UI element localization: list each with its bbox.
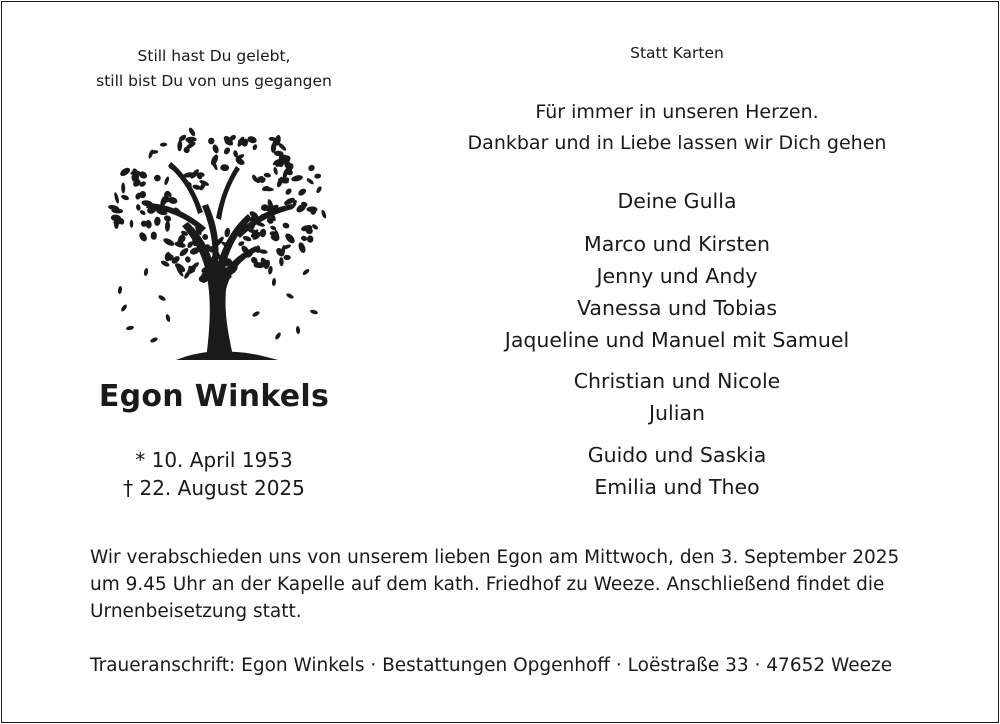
leaf-icon: [297, 241, 307, 254]
leaf-icon: [139, 209, 147, 216]
family-line: Guido und Saskia: [587, 443, 767, 467]
leaf-icon: [211, 144, 220, 155]
leaf-icon: [252, 144, 258, 151]
leaf-icon: [247, 135, 258, 144]
leaf-icon: [163, 176, 170, 186]
falling-leaf-icon: [117, 286, 122, 294]
leaf-icon: [284, 232, 297, 245]
obituary-card: [1, 1, 999, 723]
leaf-icon: [151, 232, 157, 240]
family-line: Jenny und Andy: [596, 264, 758, 288]
leaf-icon: [210, 153, 220, 166]
family-line: Marco und Kirsten: [584, 232, 770, 256]
leaf-icon: [320, 209, 327, 219]
falling-leaf-icon: [165, 314, 171, 323]
falling-leaf-icon: [120, 304, 128, 313]
leaf-icon: [113, 192, 120, 204]
death-date: † 22. August 2025: [123, 476, 305, 500]
deceased-name: Egon Winkels: [98, 379, 330, 414]
family-line: Jaqueline und Manuel mit Samuel: [504, 328, 850, 352]
leaf-icon: [208, 138, 215, 145]
falling-leaf-icon: [296, 326, 301, 334]
leaf-icon: [283, 255, 291, 260]
header-statt-karten: Statt Karten: [630, 44, 724, 62]
family-line: Deine Gulla: [617, 189, 737, 213]
leaf-icon: [184, 255, 192, 263]
leaf-icon: [220, 164, 229, 171]
lead-text: [402, 97, 952, 159]
leaf-icon: [307, 235, 314, 243]
leaf-icon: [282, 222, 290, 230]
leaf-icon: [138, 231, 149, 243]
leaf-icon: [307, 164, 316, 173]
family-group-4: [402, 439, 952, 503]
falling-leaf-icon: [143, 268, 148, 277]
leaf-icon: [291, 174, 304, 182]
falling-leaf-icon: [302, 268, 311, 276]
leaf-icon: [300, 235, 308, 242]
leaf-icon: [160, 142, 168, 147]
family-line: Julian: [649, 401, 705, 425]
leaf-icon: [178, 247, 190, 258]
leaf-icon: [223, 146, 232, 155]
falling-leaf-icon: [274, 332, 282, 341]
funeral-notice: [90, 544, 920, 625]
mourning-address: Traueranschrift: Egon Winkels · Bestattungen Opgenhoff · Loëstraße 33 · 47652 Weeze: [90, 655, 893, 676]
birth-date: * 10. April 1953: [135, 448, 293, 472]
falling-leaf-icon: [272, 278, 277, 286]
leaf-icon: [263, 172, 271, 178]
leaf-icon: [130, 220, 134, 228]
falling-leaf-icon: [126, 325, 135, 331]
leaf-icon: [277, 142, 287, 152]
leaf-icon: [279, 257, 284, 266]
motto-line-1: Still hast Du gelebt,: [137, 47, 291, 65]
leaf-icon: [306, 177, 315, 185]
leaf-icon: [314, 173, 321, 179]
family-group-2: [402, 228, 952, 356]
motto-line-2: still bist Du von uns gegangen: [96, 72, 332, 90]
leaf-icon: [121, 182, 125, 193]
life-dates: [62, 446, 366, 502]
falling-leaf-icon: [150, 337, 159, 344]
family-group-1: [402, 185, 952, 217]
falling-leaf-icon: [252, 310, 261, 317]
leaf-icon: [315, 185, 322, 194]
leaf-icon: [154, 216, 161, 226]
leaf-icon: [162, 237, 175, 248]
family-group-3: [402, 365, 952, 429]
leaf-icon: [242, 235, 252, 242]
leaf-icon: [119, 166, 132, 178]
leaf-icon: [154, 174, 162, 181]
falling-leaf-icon: [158, 294, 167, 302]
tree-icon: [106, 122, 332, 362]
notice-line-1: Wir verabschieden uns von unserem lieben Egon am Mittwoch, den 3. September 2025: [90, 547, 900, 568]
family-line: Christian und Nicole: [573, 369, 781, 393]
leaf-icon: [120, 194, 129, 201]
lead-line-2: Dankbar und in Liebe lassen wir Dich gehen: [467, 132, 887, 154]
notice-line-2: um 9.45 Uhr an der Kapelle auf dem kath. Friedhof zu Weeze. Anschließend findet die: [90, 574, 885, 595]
leaf-icon: [165, 221, 171, 232]
family-line: Vanessa und Tobias: [576, 296, 778, 320]
leaf-icon: [273, 166, 279, 175]
lead-line-1: Für immer in unseren Herzen.: [535, 101, 819, 123]
leaf-icon: [297, 187, 308, 197]
motto: [62, 44, 366, 94]
leaf-icon: [284, 187, 293, 196]
notice-line-3: Urnenbeisetzung statt.: [90, 601, 302, 622]
falling-leaf-icon: [286, 292, 295, 299]
family-line: Emilia und Theo: [594, 475, 760, 499]
leaf-icon: [177, 140, 183, 152]
leaf-icon: [136, 204, 141, 211]
falling-leaf-icon: [310, 309, 319, 315]
leaf-icon: [188, 127, 197, 138]
